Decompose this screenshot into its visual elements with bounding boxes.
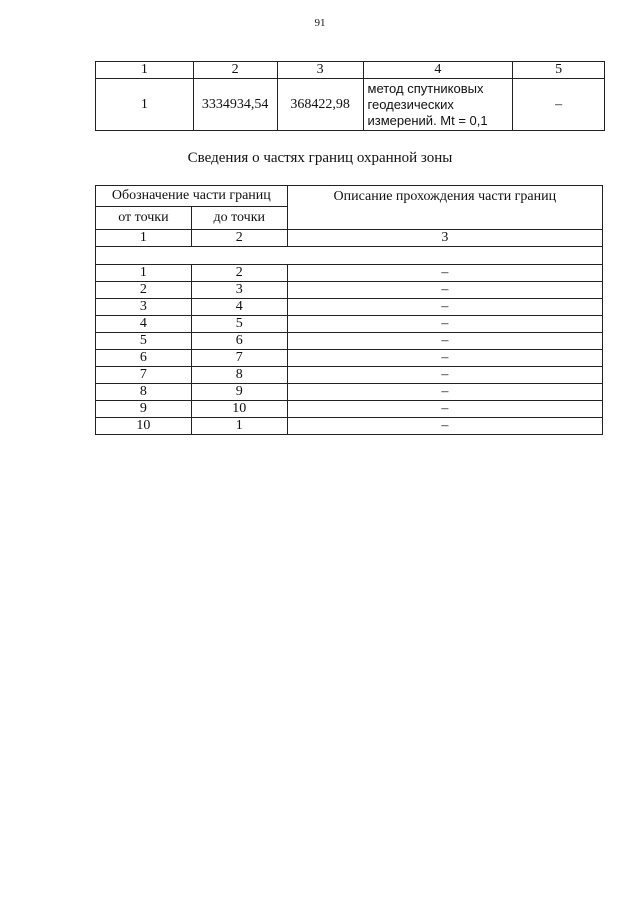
- from-point-cell: 4: [96, 316, 192, 333]
- description-cell: –: [287, 299, 602, 316]
- header-to-cell: до точки: [191, 207, 287, 230]
- to-point-cell: 1: [191, 418, 287, 435]
- spacer-row: [96, 247, 603, 265]
- table-row: [96, 265, 603, 282]
- table-row: [96, 282, 603, 299]
- spacer-cell: [96, 247, 603, 265]
- table-row: [96, 401, 603, 418]
- description-cell: –: [287, 401, 602, 418]
- from-point-cell: 9: [96, 401, 192, 418]
- to-point-cell: 5: [191, 316, 287, 333]
- column-number: 4: [363, 62, 513, 79]
- from-point-cell: 5: [96, 333, 192, 350]
- description-cell: –: [287, 333, 602, 350]
- column-number: 3: [277, 62, 363, 79]
- x-coordinate-cell: 3334934,54: [193, 79, 277, 131]
- table-header-row: [96, 186, 603, 207]
- description-cell: –: [287, 282, 602, 299]
- header-group-cell: Обозначение части границ: [96, 186, 288, 207]
- column-number: 1: [96, 230, 192, 247]
- method-line: метод спутниковых: [367, 80, 484, 96]
- to-point-cell: 10: [191, 401, 287, 418]
- from-point-cell: 1: [96, 265, 192, 282]
- to-point-cell: 4: [191, 299, 287, 316]
- description-cell: –: [287, 350, 602, 367]
- column-number: 5: [513, 62, 605, 79]
- to-point-cell: 7: [191, 350, 287, 367]
- from-point-cell: 2: [96, 282, 192, 299]
- description-cell: –: [287, 384, 602, 401]
- description-cell: –: [287, 367, 602, 384]
- point-number-cell: 1: [96, 79, 194, 131]
- from-point-cell: 6: [96, 350, 192, 367]
- column-number: 2: [191, 230, 287, 247]
- table-row: [96, 316, 603, 333]
- description-cell: –: [287, 265, 602, 282]
- method-line: измерений. Mt = 0,1: [367, 112, 488, 128]
- section-title: Сведения о частях границ охранной зоны: [187, 150, 453, 166]
- table-row: [96, 418, 603, 435]
- method-cell: [363, 79, 513, 131]
- from-point-cell: 10: [96, 418, 192, 435]
- description-cell: –: [287, 418, 602, 435]
- to-point-cell: 9: [191, 384, 287, 401]
- to-point-cell: 2: [191, 265, 287, 282]
- header-from-cell: от точки: [96, 207, 192, 230]
- method-line: геодезических: [367, 96, 454, 112]
- to-point-cell: 6: [191, 333, 287, 350]
- table-header-row: [96, 62, 605, 79]
- column-number: 2: [193, 62, 277, 79]
- from-point-cell: 7: [96, 367, 192, 384]
- table-row: [96, 333, 603, 350]
- to-point-cell: 8: [191, 367, 287, 384]
- description-cell: –: [287, 316, 602, 333]
- column-5-cell: –: [513, 79, 605, 131]
- header-description-cell: Описание прохождения части границ: [287, 186, 602, 230]
- table-row: [96, 299, 603, 316]
- from-point-cell: 8: [96, 384, 192, 401]
- table-row: [96, 350, 603, 367]
- column-number: 1: [96, 62, 194, 79]
- y-coordinate-cell: 368422,98: [277, 79, 363, 131]
- to-point-cell: 3: [191, 282, 287, 299]
- coordinates-table: [95, 61, 605, 131]
- table-row: [96, 384, 603, 401]
- table-row: [96, 79, 605, 131]
- from-point-cell: 3: [96, 299, 192, 316]
- page-number: 91: [314, 17, 326, 29]
- column-number: 3: [287, 230, 602, 247]
- table-row: [96, 367, 603, 384]
- boundary-parts-table: [95, 185, 603, 435]
- column-numbers-row: [96, 230, 603, 247]
